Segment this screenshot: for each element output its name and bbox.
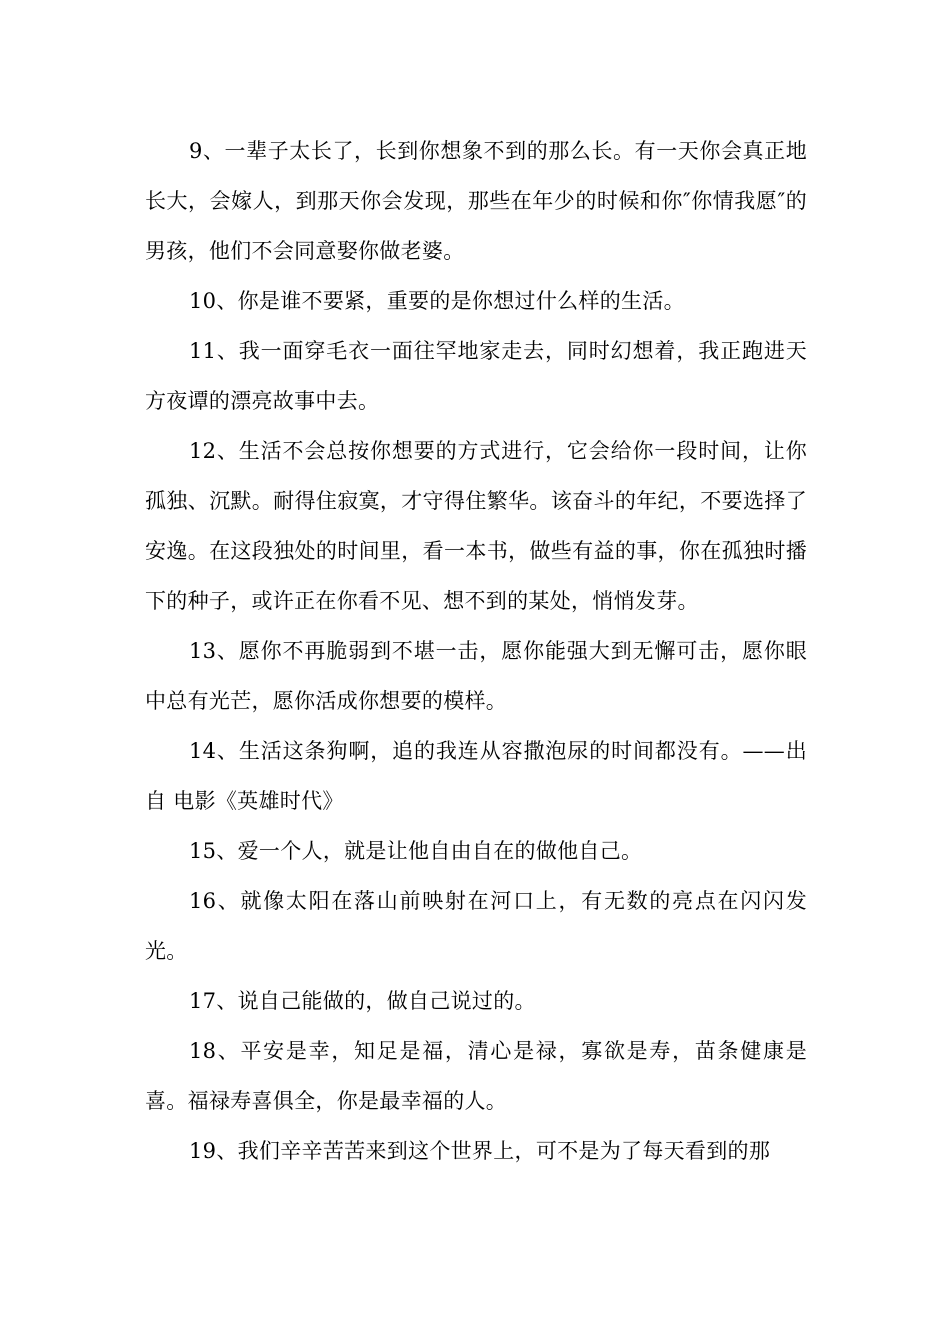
paragraph-11: 11、我一面穿毛衣一面往罕地家走去，同时幻想着，我正跑进天方夜谭的漂亮故事中去。 [145,339,807,413]
paragraph-9: 9、一辈子太长了，长到你想象不到的那么长。有一天你会真正地长大，会嫁人，到那天你会发现，那些在年少的时候和你″你情我愿″的男孩，他们不会同意娶你做老婆。 [145,139,807,263]
paragraph-10: 10、你是谁不要紧，重要的是你想过什么样的生活。 [189,289,685,313]
paragraph-15: 15、爱一个人，就是让他自由自在的做他自己。 [189,839,643,863]
paragraph-12: 12、生活不会总按你想要的方式进行，它会给你一段时间，让你孤独、沉默。耐得住寂寞，才守得住繁华。该奋斗的年纪，不要选择了安逸。在这段独处的时间里，看一本书，做些有益的事，你在孤独时播下的种子，或许正在你看不见、想不到的某处，悄悄发芽。 [145,439,807,613]
paragraph-14: 14、生活这条狗啊，追的我连从容撒泡尿的时间都没有。——出自 电影《英雄时代》 [145,739,807,813]
paragraph-13: 13、愿你不再脆弱到不堪一击，愿你能强大到无懈可击，愿你眼中总有光芒，愿你活成你想要的模样。 [145,639,807,713]
paragraph-16: 16、就像太阳在落山前映射在河口上，有无数的亮点在闪闪发光。 [145,889,807,963]
document-body [145,126,807,1176]
paragraph-19: 19、我们辛辛苦苦来到这个世界上，可不是为了每天看到的那 [189,1139,771,1163]
paragraph-18: 18、平安是幸，知足是福，清心是禄，寡欲是寿，苗条健康是喜。福禄寿喜俱全，你是最幸福的人。 [145,1039,807,1113]
paragraph-17: 17、说自己能做的，做自己说过的。 [189,989,536,1013]
